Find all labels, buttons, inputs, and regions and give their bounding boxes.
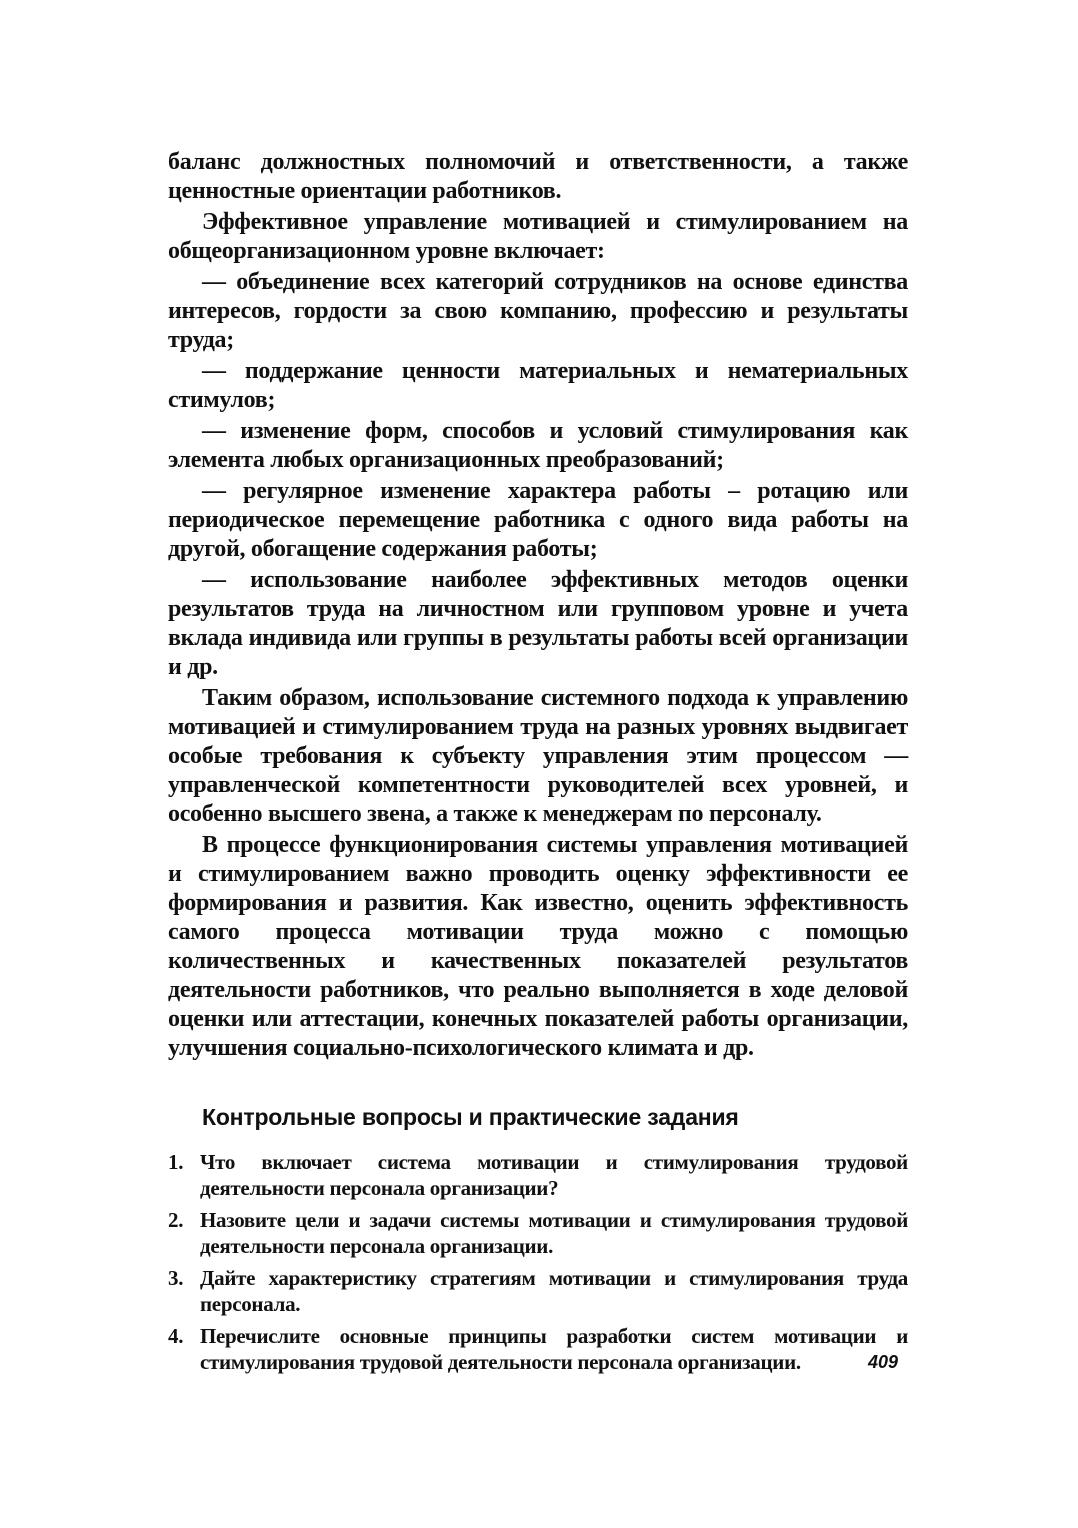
question-item — [168, 1207, 908, 1259]
bullet-item: — объединение всех категорий сотрудников на основе единства интересов, гордости за свою компанию, профессию и результаты труда; — [168, 269, 908, 353]
bullet-item: — поддержание ценности материальных и нематериальных стимулов; — [168, 358, 908, 413]
section-heading: Контрольные вопросы и практические задания — [202, 1104, 739, 1130]
question-text: Перечислите основные принципы разработки систем мотивации и стимулирования трудовой деятельности персонала организации. — [200, 1324, 908, 1374]
question-text: Что включает система мотивации и стимулирования трудовой деятельности персонала организации? — [200, 1150, 908, 1200]
question-text: Назовите цели и задачи системы мотивации и стимулирования трудовой деятельности персонала организации. — [200, 1208, 908, 1258]
bullet-item: — регулярное изменение характера работы – ротацию или периодическое перемещение работника с одного вида работы на другой, обогащение содержания работы; — [168, 478, 908, 562]
question-item — [168, 1265, 908, 1317]
question-number: 3. — [168, 1266, 184, 1290]
question-number: 4. — [168, 1324, 184, 1348]
page-number: 409 — [868, 1352, 899, 1372]
question-number: 1. — [168, 1150, 184, 1174]
bullet-item: — использование наиболее эффективных методов оценки результатов труда на личностном или групповом уровне и учета вклада индивида или группы в результаты работы всей организации и др. — [168, 567, 908, 680]
question-number: 2. — [168, 1208, 184, 1232]
question-item — [168, 1323, 908, 1375]
paragraph: баланс должностных полномочий и ответственности, а также ценностные ориентации работников. — [168, 149, 908, 204]
paragraph: Таким образом, использование системного подхода к управлению мотивацией и стимулированием труда на разных уровнях выдвигает особые требования к субъекту управления этим процессом — управленческой компетентности руководителей всех уровней, и особенно высшего звена, а также к менеджерам по персоналу. — [168, 685, 908, 827]
page-body — [168, 148, 908, 1381]
question-text: Дайте характеристику стратегиям мотивации и стимулирования труда персонала. — [200, 1266, 908, 1316]
bullet-item: — изменение форм, способов и условий стимулирования как элемента любых организационных преобразований; — [168, 418, 908, 473]
question-item — [168, 1149, 908, 1201]
paragraph: Эффективное управление мотивацией и стимулированием на общеорганизационном уровне включает: — [168, 209, 908, 264]
paragraph: В процессе функционирования системы управления мотивацией и стимулированием важно проводить оценку эффективности ее формирования и развития. Как известно, оценить эффективность самого процесса мотивации труда можно с помощью количественных и качественных показателей результатов деятельности работников, что реально выполняется в ходе деловой оценки или аттестации, конечных показателей работы организации, улучшения социально-психологического климата и др. — [168, 832, 908, 1061]
question-list — [168, 1149, 908, 1375]
